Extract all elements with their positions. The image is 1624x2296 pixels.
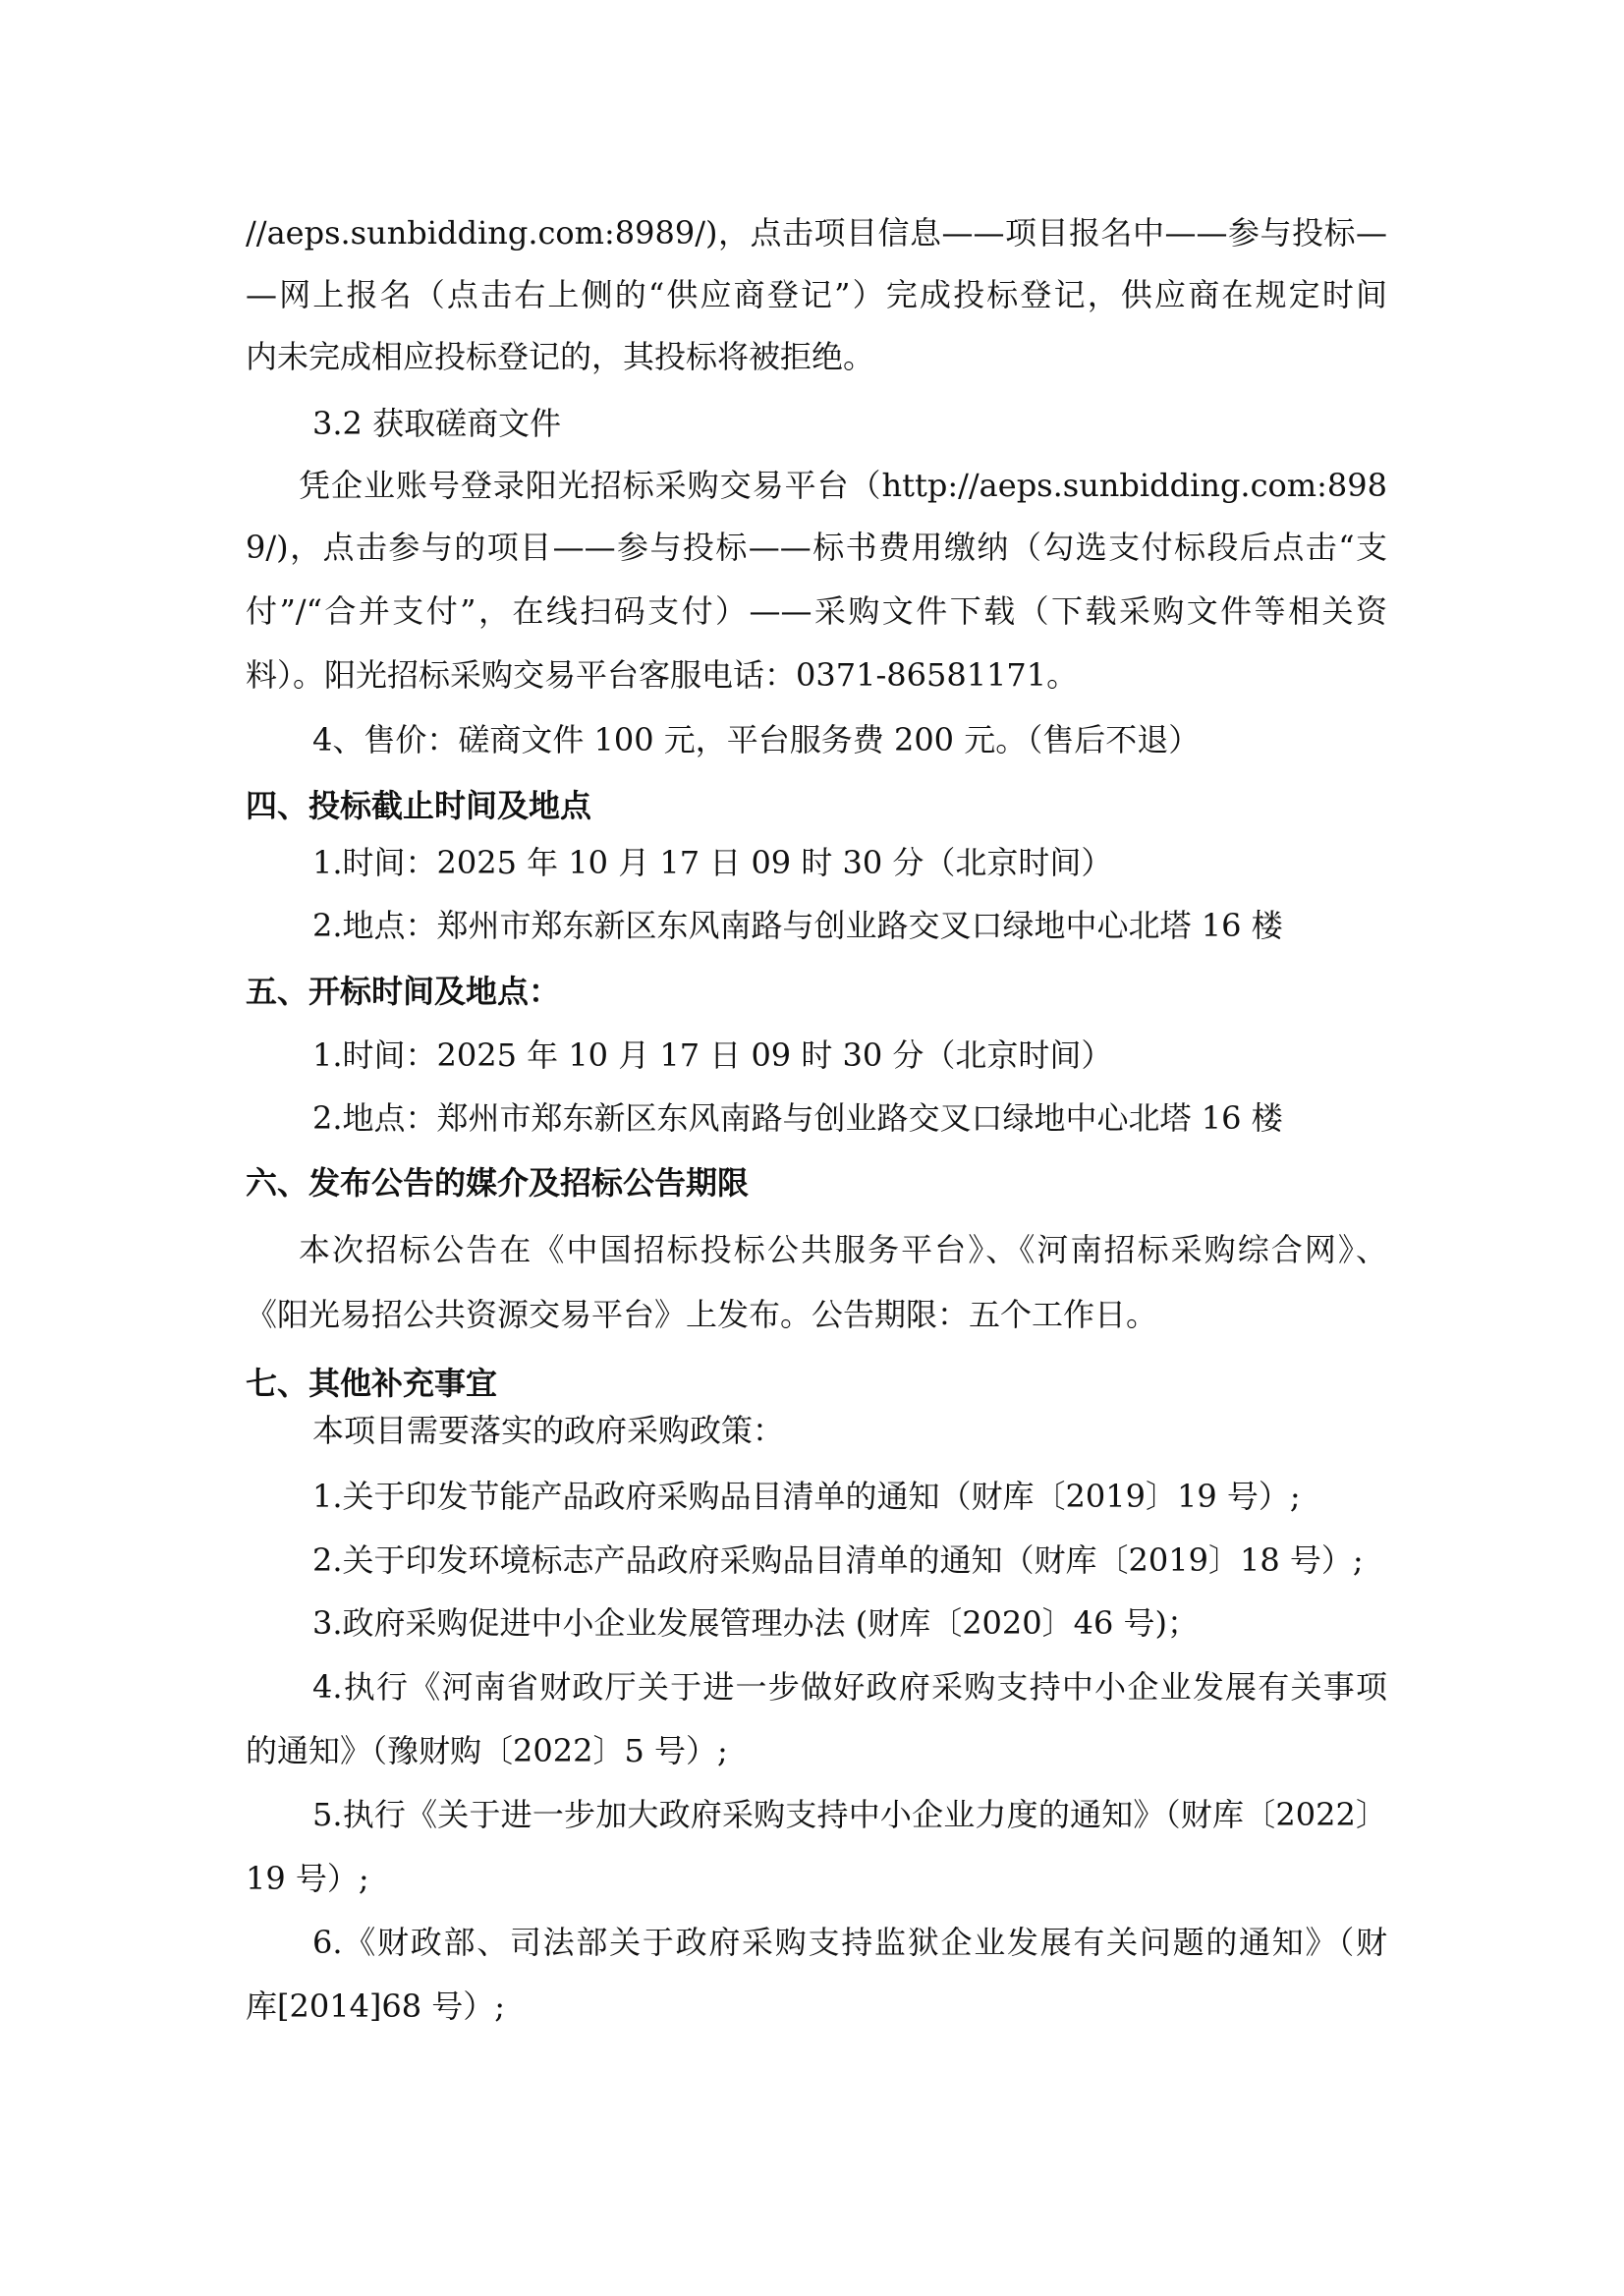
paragraph-line: 9/)，点击参与的项目——参与投标——标书费用缴纳（勾选支付标段后点击“支 [246,529,1387,566]
paragraph-line: 付”/“合并支付”，在线扫码支付）——采购文件下载（下载采购文件等相关资 [246,592,1387,630]
paragraph-line: 1.时间：2025 年 10 月 17 日 09 时 30 分（北京时间） [312,844,1113,881]
paragraph-line: 4、售价：磋商文件 100 元，平台服务费 200 元。（售后不退） [312,721,1201,758]
paragraph-line: —网上报名（点击右上侧的“供应商登记”）完成投标登记，供应商在规定时间 [246,276,1387,313]
paragraph-line: 2.地点：郑州市郑东新区东风南路与创业路交叉口绿地中心北塔 16 楼 [312,1099,1283,1137]
section-heading: 七、其他补充事宜 [246,1365,498,1402]
list-item: 1.关于印发节能产品政府采购品目清单的通知（财库〔2019〕19 号）; [312,1478,1301,1515]
list-item: 库[2014]68 号）; [246,1988,506,2025]
sub-heading: 3.2 获取磋商文件 [312,405,562,442]
section-heading: 四、投标截止时间及地点 [246,787,592,824]
list-item: 的通知》（豫财购〔2022〕5 号）; [246,1732,728,1769]
paragraph-line: //aeps.sunbidding.com:8989/)，点击项目信息——项目报名中——参与投标— [246,214,1387,252]
list-item: 6.《财政部、司法部关于政府采购支持监狱企业发展有关问题的通知》（财 [312,1924,1387,1961]
paragraph-line: 2.地点：郑州市郑东新区东风南路与创业路交叉口绿地中心北塔 16 楼 [312,907,1283,944]
paragraph-line: 料）。阳光招标采购交易平台客服电话：0371-86581171。 [246,656,1079,694]
paragraph-line: 《阳光易招公共资源交易平台》上发布。公告期限：五个工作日。 [246,1296,1158,1333]
list-item: 19 号）; [246,1860,369,1897]
list-item: 5.执行《关于进一步加大政府采购支持中小企业力度的通知》（财库〔2022〕 [312,1796,1387,1833]
list-item: 2.关于印发环境标志产品政府采购品目清单的通知（财库〔2019〕18 号）; [312,1541,1364,1579]
section-heading: 五、开标时间及地点： [246,973,561,1010]
paragraph-line: 1.时间：2025 年 10 月 17 日 09 时 30 分（北京时间） [312,1036,1113,1074]
paragraph-line: 内未完成相应投标登记的，其投标将被拒绝。 [246,338,875,375]
list-item: 3.政府采购促进中小企业发展管理办法 (财库〔2020〕46 号)； [312,1604,1200,1642]
section-heading: 六、发布公告的媒介及招标公告期限 [246,1164,750,1202]
paragraph-line: 凭企业账号登录阳光招标采购交易平台（http://aeps.sunbidding.com:898 [299,467,1387,504]
list-item: 4.执行《河南省财政厅关于进一步做好政府采购支持中小企业发展有关事项 [312,1668,1387,1706]
paragraph-line: 本项目需要落实的政府采购政策： [312,1412,785,1449]
paragraph-line: 本次招标公告在《中国招标投标公共服务平台》、《河南招标采购综合网》、 [299,1231,1387,1268]
